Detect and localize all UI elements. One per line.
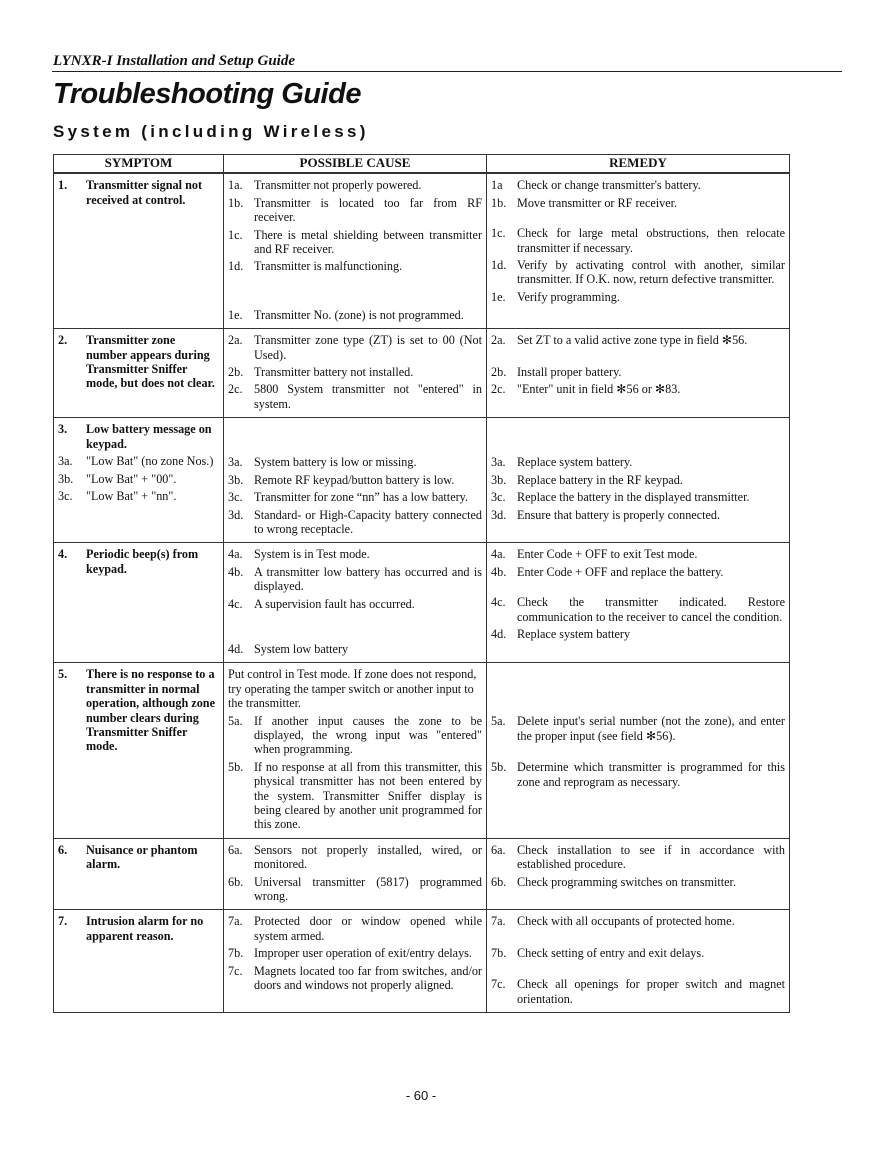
item-text: Install proper battery. — [517, 364, 622, 379]
item-text: Move transmitter or RF receiver. — [517, 195, 678, 210]
cause-item — [228, 914, 482, 943]
item-text: If another input causes the zone to be displayed, the wrong input was "entered" when programming. — [254, 713, 482, 757]
sub-text: "Low Bat" + "nn". — [86, 488, 177, 503]
item-number: 4b. — [228, 564, 244, 579]
table-row — [54, 910, 790, 1013]
item-text: Enter Code + OFF and replace the battery. — [517, 564, 724, 579]
cause-cell — [224, 910, 487, 1013]
item-number: 3c. — [228, 490, 243, 505]
item-number: 2b. — [228, 365, 244, 380]
sub-number: 3a. — [58, 454, 73, 469]
remedy-item — [491, 714, 785, 743]
symptom-text: Transmitter zone number appears during Transmitter Sniffer mode, but does not clear. — [86, 333, 215, 391]
item-number: 3b. — [228, 472, 244, 487]
item-text: Transmitter not properly powered. — [254, 178, 422, 193]
remedy-item — [491, 226, 785, 255]
table-header-row — [54, 155, 790, 174]
remedy-item — [491, 382, 785, 396]
item-number: 4a. — [228, 547, 243, 562]
item-text: Transmitter is malfunctioning. — [254, 259, 403, 274]
cause-cell — [224, 543, 487, 663]
remedy-item — [491, 258, 785, 287]
remedy-item — [491, 843, 785, 872]
row-number: 7. — [58, 914, 68, 929]
item-number: 6a. — [491, 842, 506, 857]
cause-item — [228, 228, 482, 257]
item-text: Standard- or High-Capacity battery connected to wrong receptacle. — [254, 507, 482, 536]
cause-item — [228, 365, 482, 379]
item-number: 1e. — [491, 289, 506, 304]
row-number: 5. — [58, 667, 68, 682]
symptom-cell — [54, 663, 224, 838]
row-number: 6. — [58, 842, 68, 857]
item-text: Remote RF keypad/button battery is low. — [254, 472, 455, 487]
symptom-cell — [54, 838, 224, 910]
symptom-text: Transmitter signal not received at control. — [86, 178, 203, 207]
item-text: "Enter" unit in field ✻56 or ✻83. — [517, 382, 681, 397]
item-text: Sensors not properly installed, wired, or monitored. — [254, 842, 482, 872]
item-number: 3d. — [491, 507, 507, 522]
item-number: 4d. — [491, 626, 507, 641]
cause-item — [228, 382, 482, 411]
item-number: 1b. — [228, 195, 244, 210]
item-text: Check installation to see if in accordance with established procedure. — [517, 842, 785, 872]
cause-item — [228, 547, 482, 561]
item-text: Improper user operation of exit/entry delays. — [254, 946, 472, 961]
cause-item — [228, 473, 482, 487]
symptom-text: Nuisance or phantom alarm. — [86, 842, 198, 872]
item-number: 5b. — [491, 760, 507, 775]
item-text: Ensure that battery is properly connected. — [517, 507, 721, 522]
section-title: System (including Wireless) — [53, 122, 369, 141]
remedy-item — [491, 875, 785, 889]
item-number: 5a. — [491, 714, 506, 729]
remedy-item — [491, 627, 785, 641]
item-number: 2c. — [228, 382, 243, 397]
item-text: Check for large metal obstructions, then relocate transmitter if necessary. — [517, 226, 785, 255]
remedy-item — [491, 946, 785, 960]
remedy-cell — [487, 329, 790, 418]
item-number: 7a. — [491, 914, 506, 929]
item-number: 1c. — [491, 226, 506, 241]
symptom-cell — [54, 418, 224, 543]
remedy-item — [491, 290, 785, 304]
remedy-item — [491, 595, 785, 624]
remedy-item — [491, 473, 785, 487]
cause-item — [228, 455, 482, 469]
table-row — [54, 173, 790, 328]
column-header-remedy: REMEDY — [487, 155, 790, 174]
item-text: Delete input's serial number (not the zone), and enter the proper input (see field ✻56). — [517, 714, 785, 743]
item-text: There is metal shielding between transmitter and RF receiver. — [254, 227, 482, 257]
item-number: 7c. — [491, 977, 506, 992]
cause-cell — [224, 663, 487, 838]
item-text: Check setting of entry and exit delays. — [517, 945, 705, 960]
remedy-item — [491, 365, 785, 379]
item-number: 1c. — [228, 227, 243, 242]
cause-item — [228, 946, 482, 960]
cause-item — [228, 308, 482, 322]
item-number: 7b. — [491, 945, 507, 960]
item-number: 1d. — [491, 258, 507, 273]
cause-intro: Put control in Test mode. If zone does not respond, try operating the tamper switch or another input to the transmitter. — [228, 667, 477, 711]
sub-text: "Low Bat" + "00". — [86, 471, 177, 486]
remedy-cell — [487, 173, 790, 328]
troubleshooting-table — [53, 154, 790, 1013]
item-text: Replace battery in the RF keypad. — [517, 472, 683, 487]
item-text: Verify programming. — [517, 289, 620, 304]
remedy-cell — [487, 910, 790, 1013]
item-number: 1b. — [491, 195, 507, 210]
item-number: 1a. — [228, 178, 243, 193]
item-text: Check with all occupants of protected home. — [517, 914, 735, 929]
sub-number: 3b. — [58, 471, 74, 486]
item-number: 2a. — [228, 333, 243, 348]
remedy-cell — [487, 838, 790, 910]
cause-item — [228, 196, 482, 225]
sub-symptom — [58, 454, 219, 468]
cause-cell — [224, 418, 487, 543]
item-text: Check or change transmitter's battery. — [517, 178, 701, 193]
column-header-symptom: SYMPTOM — [54, 155, 224, 174]
item-number: 1a — [491, 178, 503, 193]
item-text: A transmitter low battery has occurred and is displayed. — [254, 564, 482, 594]
item-text: Transmitter No. (zone) is not programmed. — [254, 307, 464, 322]
row-number: 4. — [58, 547, 68, 562]
item-text: Check all openings for proper switch and magnet orientation. — [517, 977, 785, 1006]
item-text: Universal transmitter (5817) programmed wrong. — [254, 874, 482, 904]
table-row — [54, 329, 790, 418]
cause-item — [228, 760, 482, 832]
item-number: 5a. — [228, 713, 243, 728]
column-header-cause: POSSIBLE CAUSE — [224, 155, 487, 174]
remedy-item — [491, 914, 785, 928]
item-text: System is in Test mode. — [254, 547, 370, 562]
sub-symptom — [58, 472, 219, 486]
remedy-item — [491, 977, 785, 1006]
item-text: Transmitter zone type (ZT) is set to 00 (Not Used). — [254, 333, 482, 362]
symptom-cell — [54, 910, 224, 1013]
page-number: - 60 - — [405, 1088, 437, 1103]
item-text: Replace the battery in the displayed transmitter. — [517, 490, 750, 505]
item-number: 6a. — [228, 842, 243, 857]
item-number: 4a. — [491, 547, 506, 562]
cause-cell — [224, 838, 487, 910]
remedy-item — [491, 178, 785, 192]
item-text: System battery is low or missing. — [254, 455, 417, 470]
remedy-item — [491, 760, 785, 789]
table-row — [54, 543, 790, 663]
symptom-cell — [54, 329, 224, 418]
item-number: 5b. — [228, 759, 244, 774]
sub-number: 3c. — [58, 488, 73, 503]
item-text: Transmitter battery not installed. — [254, 365, 414, 380]
cause-item — [228, 843, 482, 872]
item-number: 7c. — [228, 963, 243, 978]
cause-item — [228, 642, 482, 656]
symptom-text: There is no response to a transmitter in normal operation, although zone number clears during Transmitter Sniffer mode. — [86, 667, 215, 754]
item-number: 4b. — [491, 564, 507, 579]
item-text: Transmitter is located too far from RF receiver. — [254, 195, 482, 225]
item-text: Check the transmitter indicated. Restore communication to the receiver to cancel the condition. — [517, 595, 785, 624]
item-number: 3b. — [491, 472, 507, 487]
item-text: 5800 System transmitter not "entered" in system. — [254, 382, 482, 411]
item-text: Replace system battery. — [517, 455, 633, 470]
item-number: 3a. — [491, 455, 506, 470]
sub-symptom — [58, 489, 219, 503]
cause-item — [228, 178, 482, 192]
cause-item — [228, 490, 482, 504]
cause-cell — [224, 329, 487, 418]
item-text: Replace system battery — [517, 626, 631, 641]
item-number: 6b. — [491, 874, 507, 889]
remedy-item — [491, 490, 785, 504]
symptom-text: Intrusion alarm for no apparent reason. — [86, 914, 204, 943]
item-text: Verify by activating control with another, similar transmitter. If O.K. now, return defective transmitter. — [517, 258, 785, 287]
row-number: 1. — [58, 178, 68, 193]
remedy-item — [491, 565, 785, 579]
item-text: If no response at all from this transmitter, this physical transmitter has not been entered by the system. Transmitter Sniffer display is being cleared by another unit programmed for this zone. — [254, 759, 482, 832]
item-number: 7b. — [228, 946, 244, 961]
item-text: System low battery — [254, 641, 349, 656]
remedy-item — [491, 333, 785, 347]
item-text: Protected door or window opened while system armed. — [254, 914, 482, 943]
running-head: LYNXR-I Installation and Setup Guide — [53, 53, 295, 69]
item-number: 3d. — [228, 507, 244, 522]
table-row — [54, 418, 790, 543]
symptom-text: Periodic beep(s) from keypad. — [86, 547, 199, 576]
remedy-cell — [487, 663, 790, 838]
item-number: 6b. — [228, 874, 244, 889]
table-row — [54, 663, 790, 838]
item-text: Magnets located too far from switches, and/or doors and windows not properly aligned. — [254, 963, 482, 993]
symptom-cell — [54, 173, 224, 328]
header-rule — [52, 71, 842, 72]
remedy-item — [491, 196, 785, 210]
item-number: 4c. — [228, 596, 243, 611]
item-number: 1e. — [228, 307, 243, 322]
item-text: A supervision fault has occurred. — [254, 596, 415, 611]
cause-item — [228, 565, 482, 594]
remedy-item — [491, 547, 785, 561]
cause-item — [228, 333, 482, 362]
item-text: Transmitter for zone “nn” has a low battery. — [254, 490, 469, 505]
row-number: 2. — [58, 333, 68, 348]
item-number: 3a. — [228, 455, 243, 470]
item-number: 7a. — [228, 914, 243, 929]
remedy-item — [491, 508, 785, 522]
item-number: 3c. — [491, 490, 506, 505]
table-row — [54, 838, 790, 910]
sub-text: "Low Bat" (no zone Nos.) — [86, 454, 214, 469]
symptom-text: Low battery message on keypad. — [86, 422, 212, 451]
page-title: Troubleshooting Guide — [53, 78, 361, 110]
remedy-item — [491, 455, 785, 469]
cause-item — [228, 714, 482, 757]
cause-cell — [224, 173, 487, 328]
item-number: 2b. — [491, 364, 507, 379]
item-text: Determine which transmitter is programmed for this zone and reprogram as necessary. — [517, 760, 785, 789]
item-number: 1d. — [228, 259, 244, 274]
remedy-cell — [487, 418, 790, 543]
item-number: 2a. — [491, 333, 506, 348]
item-text: Set ZT to a valid active zone type in field ✻56. — [517, 333, 748, 348]
item-text: Enter Code + OFF to exit Test mode. — [517, 547, 698, 562]
cause-item — [228, 597, 482, 611]
cause-item — [228, 508, 482, 537]
row-number: 3. — [58, 422, 68, 437]
item-number: 2c. — [491, 382, 506, 397]
symptom-cell — [54, 543, 224, 663]
cause-item — [228, 875, 482, 904]
cause-item — [228, 964, 482, 993]
remedy-cell — [487, 543, 790, 663]
item-text: Check programming switches on transmitter. — [517, 874, 736, 889]
cause-item — [228, 259, 482, 273]
item-number: 4d. — [228, 641, 244, 656]
item-number: 4c. — [491, 595, 506, 610]
